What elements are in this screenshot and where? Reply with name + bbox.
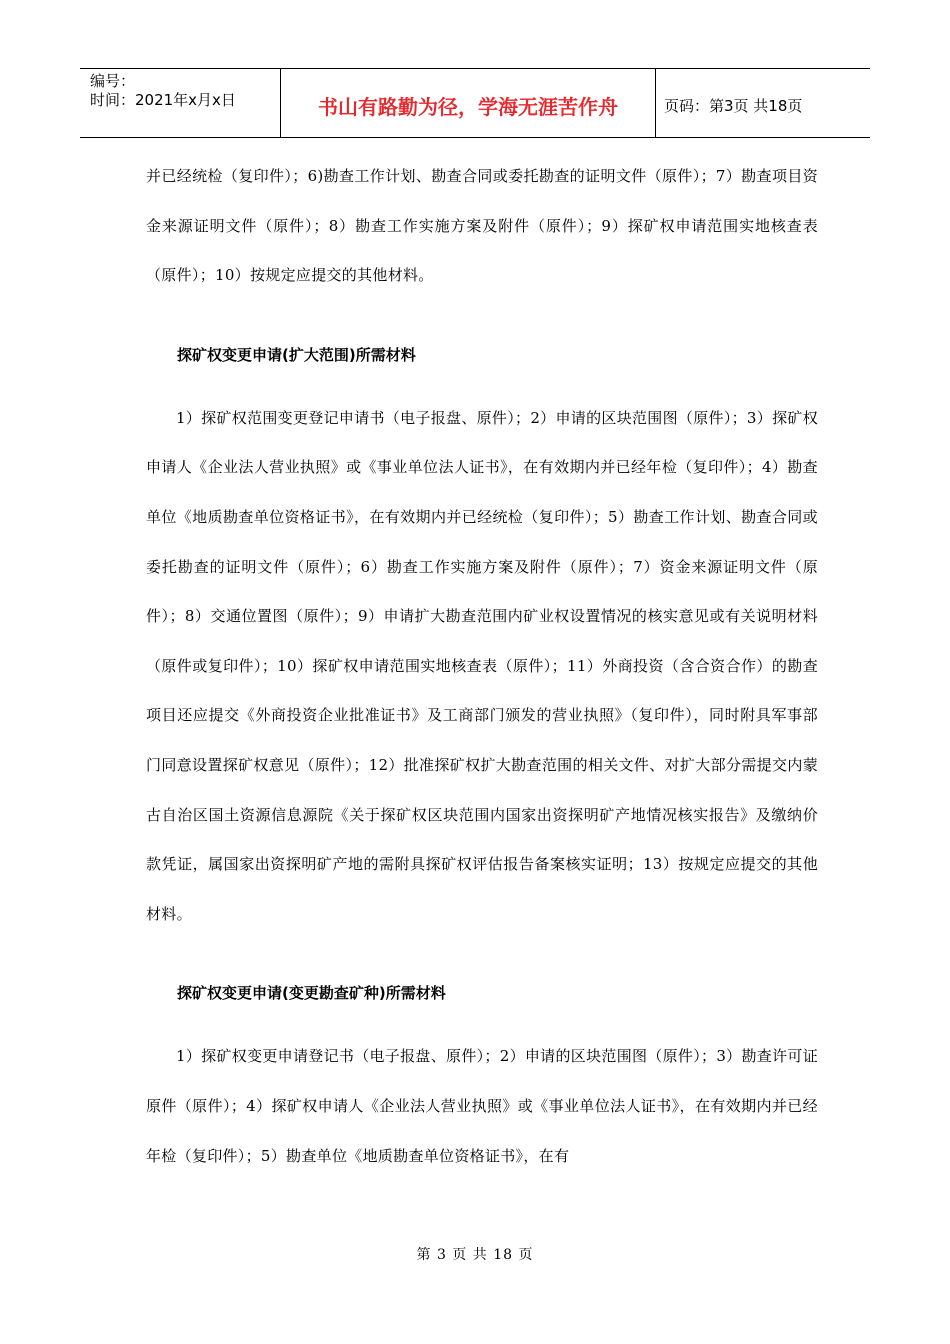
header-meta-cell [80, 69, 281, 137]
document-number-label: 编号： [90, 72, 136, 90]
header-page-info: 页码：第3页 共18页 [664, 96, 803, 115]
paragraph-change-mineral-materials: 1）探矿权变更申请登记书（电子报盘、原件）；2）申请的区块范围图（原件）；3）勘查许可证原件（原件）；4）探矿权申请人《企业法人营业执照》或《事业单位法人证书》，在有效期内并已经年检（复印件）；5）勘查单位《地质勘查单位资格证书》，在有 [146, 1047, 818, 1165]
page-footer: 第 3 页 共 18 页 [416, 1247, 534, 1263]
header-motto: 书山有路勤为径，学海无涯苦作舟 [281, 69, 656, 137]
paragraph-continuation: 并已经统检（复印件）；6)勘查工作计划、勘查合同或委托勘查的证明文件（原件）；7）勘查项目资金来源证明文件（原件）；8）勘查工作实施方案及附件（原件）；9）探矿权申请范围实地核查表（原件）；10）按规定应提交的其他材料。 [146, 167, 818, 285]
paragraph-expand-range-materials: 1）探矿权范围变更登记申请书（电子报盘、原件）；2）申请的区块范围图（原件）；3）探矿权申请人《企业法人营业执照》或《事业单位法人证书》，在有效期内并已经年检（复印件）；4）勘查单位《地质勘查单位资格证书》，在有效期内并已经统检（复印件）；5）勘查工作计划、勘查合同或委托勘查的证明文件（原件）；6）勘查工作实施方案及附件（原件）；7）资金来源证明文件（原件）；8）交通位置图（原件）；9）申请扩大勘查范围内矿业权设置情况的核实意见或有关说明材料（原件或复印件）；10）探矿权申请范围实地核查表（原件）；11）外商投资（含合资合作）的勘查项目还应提交《外商投资企业批准证书》及工商部门颁发的营业执照》（复印件），同时附具军事部门同意设置探矿权意见（原件）；12）批准探矿权扩大勘查范围的相关文件、对扩大部分需提交内蒙古自治区国土资源信息源院《关于探矿权区块范围内国家出资探明矿产地情况核实报告》及缴纳价款凭证，属国家出资探明矿产地的需附具探矿权评估报告备案核实证明；13）按规定应提交的其他材料。 [146, 408, 818, 923]
section-heading-expand-range: 探矿权变更申请(扩大范围)所需材料 [177, 345, 416, 364]
document-time-label: 时间：2021年x月x日 [90, 91, 236, 109]
document-body [146, 152, 818, 1181]
page-header [80, 68, 870, 138]
section-heading-change-mineral: 探矿权变更申请(变更勘查矿种)所需材料 [177, 984, 446, 1003]
